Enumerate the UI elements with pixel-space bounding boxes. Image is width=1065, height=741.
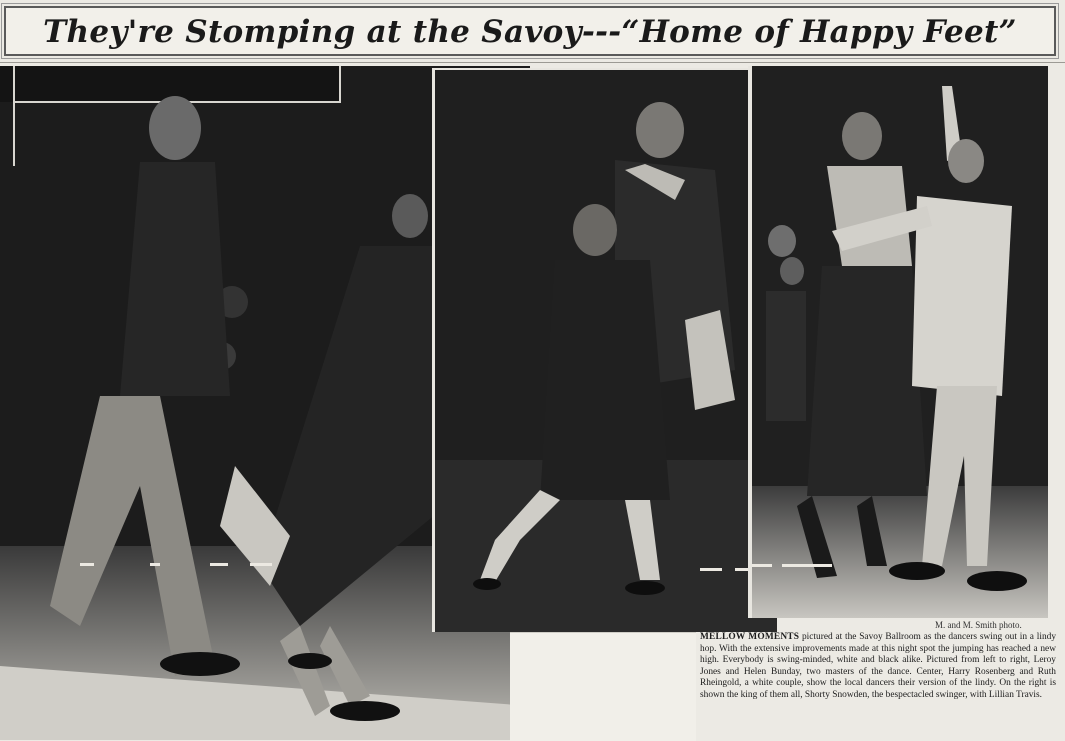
photo-center-couple xyxy=(432,68,777,632)
photo-right-couple xyxy=(748,66,1048,618)
headline: They're Stomping at the Savoy---“Home of Happy Feet” xyxy=(43,14,1017,50)
photo-caption xyxy=(700,632,1056,702)
headline-box xyxy=(4,6,1056,56)
photo-credit: M. and M. Smith photo. xyxy=(935,620,1022,630)
rule-divider xyxy=(0,62,1065,63)
blank-column-space xyxy=(510,632,696,741)
caption-body: pictured at the Savoy Ballroom as the dancers swing out in a lindy hop. With the extensive improvements made at this night spot the jumping has reached a new high. Everybody is swing-minded, white and black alike. Pictured from left to right, Leroy Jones and Helen Bunday, two masters of the dance. Center, Harry Rosenberg and Ruth Rheingold, a white couple, show the local dancers their version of the lindy. On the right is shown the king of them all, Shorty Snowden, the bespectacled swinger, with Lillian Travis. xyxy=(700,632,1057,700)
caption-lead: MELLOW MOMENTS xyxy=(700,632,800,642)
